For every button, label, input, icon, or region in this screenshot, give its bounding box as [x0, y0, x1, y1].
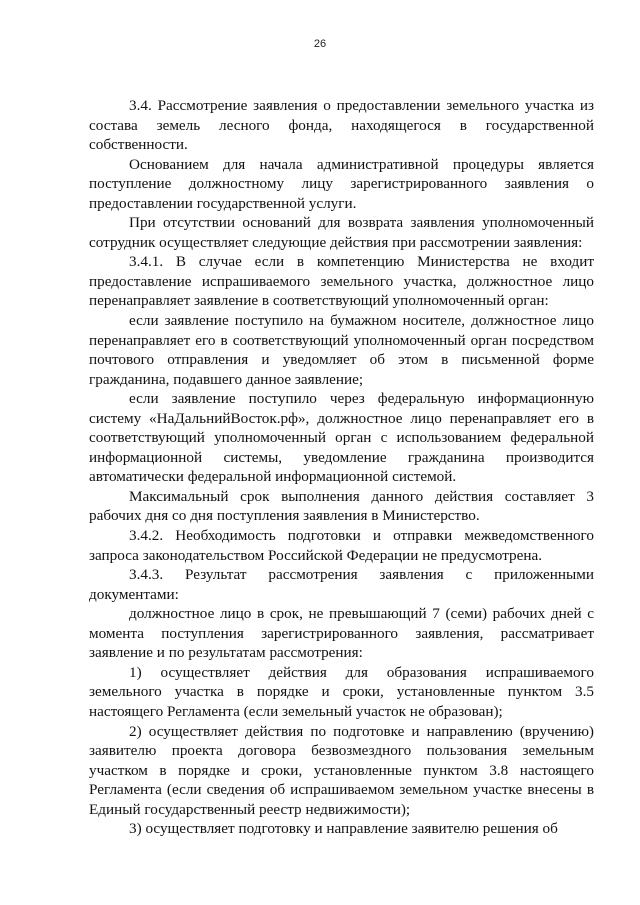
paragraph-review-term: должностное лицо в срок, не превышающий 7 (семи) рабочих дней с момента поступления зарегистрированного заявления, рассматривает заявление и по результатам рассмотрения: — [89, 605, 594, 662]
paragraph-item-2: 2) осуществляет действия по подготовке и направлению (вручению) заявителю проекта договора безвозмездного пользования земельным участком в порядке и сроки, установленные пунктом 3.8 настоящего Регламента (если сведения об испрашиваемом земельном участке внесены в Единый государственный реестр недвижимости); — [89, 722, 594, 818]
paragraph-section-3-4-2: 3.4.2. Необходимость подготовки и отправки межведомственного запроса законодательством Российской Федерации не предусмотрена. — [89, 527, 594, 564]
page-number: 26 — [313, 38, 327, 50]
paragraph-section-3-4-3: 3.4.3. Результат рассмотрения заявления с приложенными документами: — [89, 566, 594, 603]
paragraph-item-1: 1) осуществляет действия для образования испрашиваемого земельного участка в порядке и сроки, установленные пунктом 3.5 настоящего Регламента (если земельный участок не образован); — [89, 663, 594, 720]
paragraph-basis: Основанием для начала административной процедуры является поступление должностному лицу зарегистрированного заявления о предоставлении государственной услуги. — [89, 155, 594, 212]
paragraph-federal-system-submission: если заявление поступило через федеральную информационную систему «НаДальнийВосток.рф», должностное лицо перенаправляет его в соответствующий уполномоченный орган с использованием федеральной информационной системы, уведомление гражданина производится автоматически федеральной информационной системой. — [89, 390, 594, 486]
paragraph-paper-submission: если заявление поступило на бумажном носителе, должностное лицо перенаправляет его в соответствующий уполномоченный орган посредством почтового отправления и уведомляет об этом в письменной форме гражданина, подавшего данное заявление; — [89, 312, 594, 388]
paragraph-actions-intro: При отсутствии оснований для возврата заявления уполномоченный сотрудник осуществляет следующие действия при рассмотрении заявления: — [89, 214, 594, 251]
paragraph-section-3-4: 3.4. Рассмотрение заявления о предоставлении земельного участка из состава земель лесного фонда, находящегося в государственной собственности. — [89, 97, 594, 154]
paragraph-item-3: 3) осуществляет подготовку и направление заявителю решения об — [129, 820, 558, 838]
paragraph-max-term: Максимальный срок выполнения данного действия составляет 3 рабочих дня со дня поступления заявления в Министерство. — [89, 487, 594, 525]
paragraph-section-3-4-1: 3.4.1. В случае если в компетенцию Министерства не входит предоставление испрашиваемого земельного участка, должностное лицо перенаправляет заявление в соответствующий уполномоченный орган: — [89, 253, 594, 310]
document-body — [89, 96, 594, 839]
